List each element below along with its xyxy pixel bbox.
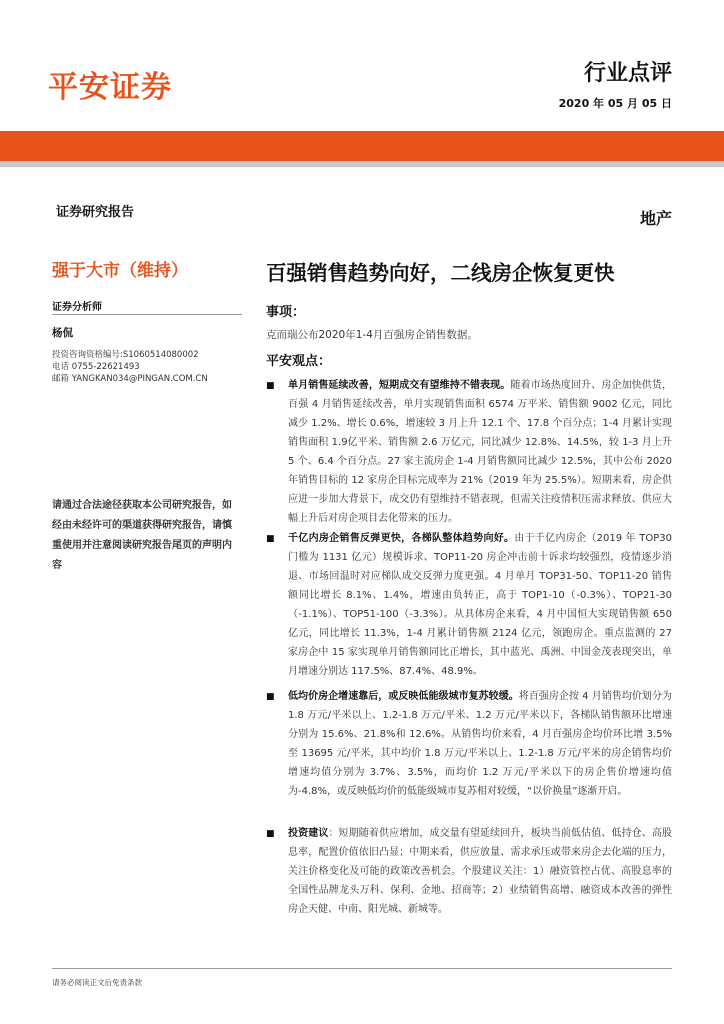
footer-note: 请务必阅读正文后免责条款 [52, 978, 142, 987]
point-lead: 投资建议 [288, 828, 329, 839]
rating: 强于大市（维持） [52, 261, 188, 281]
header-gray-bar [0, 161, 724, 167]
analyst-email: 邮箱 YANGKAN034@PINGAN.COM.CN [52, 374, 208, 384]
report-label: 证券研究报告 [56, 205, 135, 220]
disclaimer: 请通过合法途径获取本公司研究报告，如经由未经许可的渠道获得研究报告，请慎重使用并注意阅读研究报告尾页的声明内容 [52, 500, 232, 571]
bullet-icon: ■ [266, 692, 275, 702]
event-text: 克而瑞公布2020年1-4月百强房企销售数据。 [266, 329, 478, 341]
point-body: 由于千亿内房企（2019 年 TOP30 门槛为 1131 亿元）规模诉求、TOP11-20 房企冲击前十诉求均较强烈，疫情逐步消退、市场回温时对应梯队成交反弹力度更强。4 月单月 TOP31-50、TOP11-20 销售额同比增长 8.1%、1.4%，增速由负转正，高于 TOP1-10（-0.3%）、TOP21-30（-1.1%）、TOP51-100（-3.3%）。从具体房企来看，4 月中国恒大实现销售额 650 亿元，同比增长 11.3%，1-4 月累计销售额 2124 亿元，领跑房企。重点监测的 27 家房企中 15 家实现单月销售额同比正增长，其中蓝光、禹洲、中国金茂表现突出，单月增速分别达 117.5%、87.4%、48.9%。 [288, 533, 673, 677]
header-orange-bar [0, 131, 724, 161]
analyst-name: 杨侃 [52, 327, 73, 339]
point-paragraph [288, 376, 672, 528]
point-body: 随着市场热度回升、房企加快供货，百强 4 月销售延续改善，单月实现销售面积 6574 万平米、销售额 9002 亿元，同比减少 1.2%、增长 0.6%，增速较 3 月上升 12.1 个、17.8 个百分点；1-4 月累计实现销售面积 1.9亿平米、销售额 2.6 万亿元，同比减少 12.8%、14.5%，较 1-3 月上升 5 个、6.4 个百分点。27 家主流房企 1-4 月销售额同比减少 12.5%，其中公布 2020 年销售目标的 12 家房企目标完成率为 21%（2019 年为 25.5%）。短期来看，房企供应进一步加大背景下，成交仍有望维持不错表现，但需关注疫情积压需求释放、供应大幅上升后对房企项目去化带来的压力。 [288, 380, 673, 524]
footer-divider [52, 968, 672, 969]
event-heading: 事项： [266, 305, 306, 320]
analyst-phone: 电话 0755-22621493 [52, 362, 140, 372]
point-paragraph [288, 529, 672, 681]
analyst-divider [52, 314, 242, 315]
point-lead: 单月销售延续改善，短期成交有望维持不错表现。 [288, 380, 511, 391]
point-lead: 低均价房企增速靠后，或反映低能级城市复苏较缓。 [288, 691, 519, 702]
analyst-cert: 投资咨询资格编号:S1060514080002 [52, 350, 199, 360]
point-body: 将百强房企按 4 月销售均价划分为 1.8 万元/平米以上、1.2-1.8 万元/平米、1.2 万元/平米以下，各梯队销售额环比增速分别为 15.6%、21.8%和 12.6%。从销售均价来看，4 月百强房企均价环比增 3.5%至 13695 元/平米，其中均价 1.8 万元/平米以上、1.2-1.8 万元/平米的房企销售均价增速均值分别为 3.7%、3.5%，而均价 1.2 万元/平米以下的房企售价增速均值为-4.8%，或反映低均价的低能级城市复苏相对较缓，“以价换量”逐渐开启。 [288, 691, 672, 797]
bullet-icon: ■ [266, 534, 275, 544]
company-logo: 平安证券 [48, 70, 172, 105]
point-lead: 千亿内房企销售反弹更快，各梯队整体趋势向好。 [288, 533, 515, 544]
point-paragraph [288, 824, 672, 919]
bullet-icon: ■ [266, 381, 275, 391]
document-type: 行业点评 [583, 61, 672, 86]
bullet-icon: ■ [266, 829, 275, 839]
report-date: 2020 年 05 月 05 日 [558, 97, 672, 110]
report-title: 百强销售趋势向好，二线房企恢复更快 [266, 261, 615, 285]
analyst-title: 证券分析师 [52, 302, 102, 313]
view-heading: 平安观点： [266, 354, 332, 369]
point-paragraph [288, 687, 672, 801]
industry: 地产 [639, 209, 672, 228]
point-body: ：短期随着供应增加，成交量有望延续回升，板块当前低估值、低持仓、高股息率，配置价值依旧凸显；中期来看，供应放量、需求承压或带来房企去化端的压力，关注价格变化及可能的政策改善机会。个股建议关注：1）融资管控占优、高股息率的全国性品牌龙头万科、保利、金地、招商等；2）业绩销售高增、融资成本改善的弹性房企天健、中南、阳光城、新城等。 [288, 828, 673, 915]
